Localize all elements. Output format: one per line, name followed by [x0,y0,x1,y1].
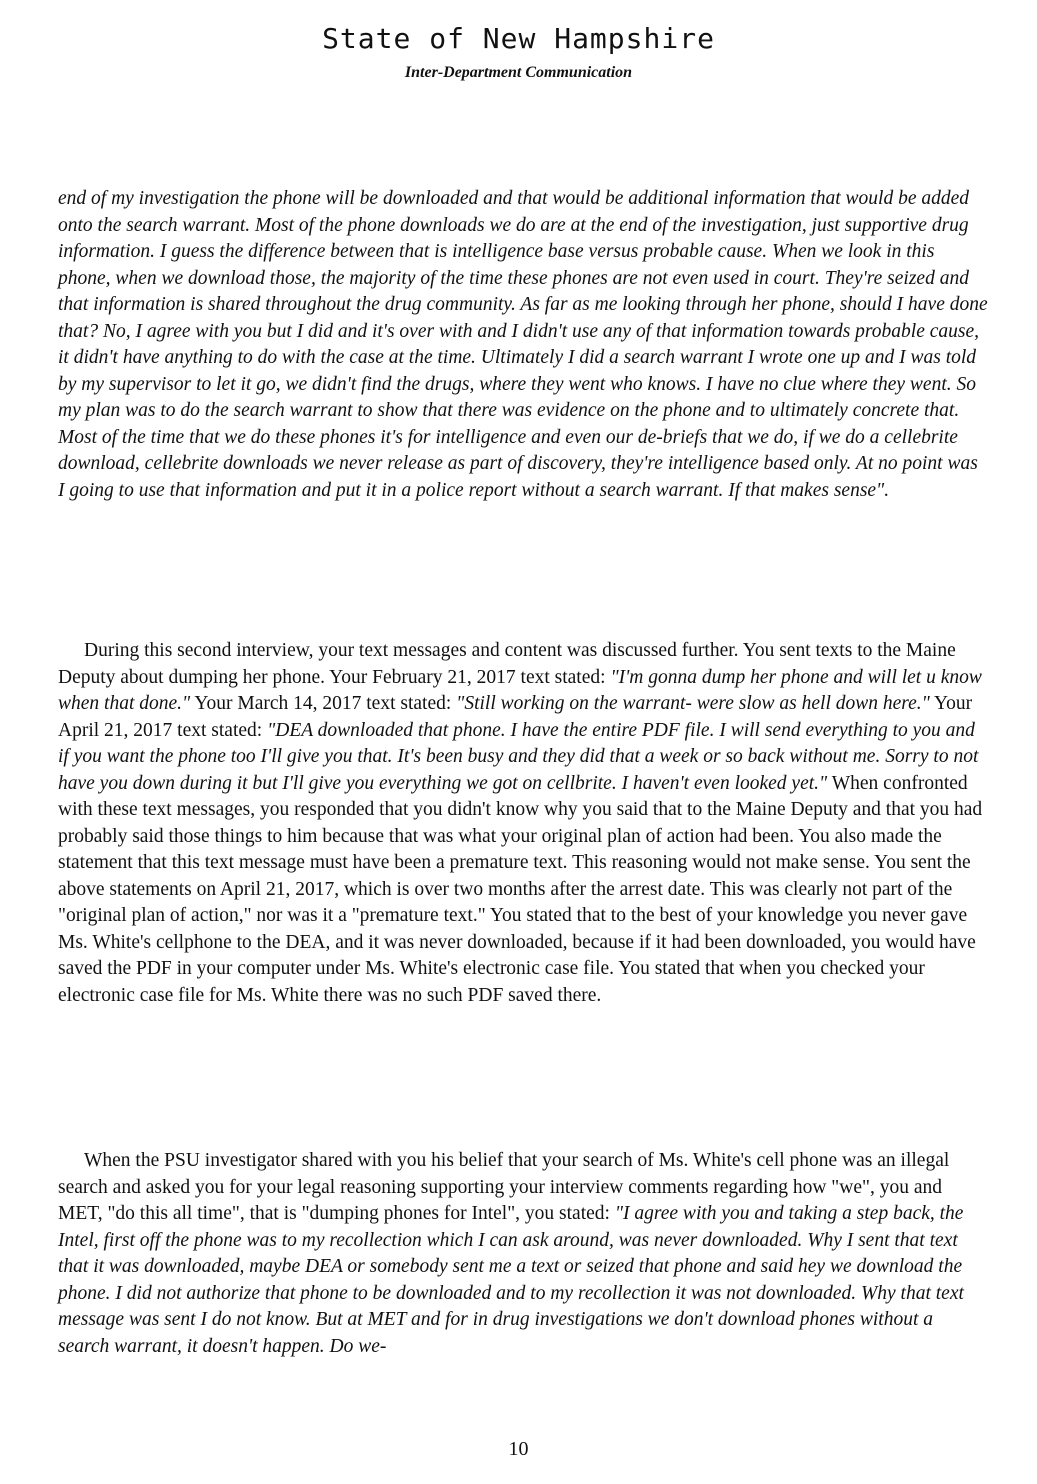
letterhead-subtitle: Inter-Department Communication [404,64,633,81]
paragraph-3-sentence-1: When the PSU investigator shared with you his belief that your search of Ms. White's cell phone was an illegal search and asked you for your legal reasoning supporting your interview comments regarding how "we", you and MET, "do this all time", that is "dumping phones for Intel", you stated: [58,1150,950,1224]
paragraph-interview-quote [58,186,988,504]
paragraph-2-sentence-1: During this second interview, your text messages and content was discussed further. You sent texts to the Maine Deputy about dumping her phone. Your February 21, 2017 text stated: [58,640,956,688]
page-number: 10 [508,1438,529,1460]
paragraph-2-sentence-2: Your March 14, 2017 text stated: [190,693,457,714]
response-quote: "I agree with you and taking a step back, the Intel, first off the phone was to my recollection which I can ask around, was never downloaded. Why I sent that text that it was downloaded, maybe DEA or somebody sent me a text or seized that phone and said hey we download the phone. I did not authorize that phone to be downloaded and to my recollection it was not downloaded. Why that text message was sent I do not know. But at MET and for in drug investigations we don't download phones without a search warrant, it doesn't happen. Do we- [58,1203,964,1357]
paragraph-psu-investigator [58,1148,988,1360]
paragraph-2-sentence-4: When confronted with these text messages, you responded that you didn't know why you said that to the Maine Deputy and that you had probably said those things to him because that was what your original plan of action had been. You also made the statement that this text message must have been a premature text. This reasoning would not make sense. You sent the above statements on April 21, 2017, which is over two months after the arrest date. This was clearly not part of the "original plan of action," nor was it a "premature text." You stated that to the best of your knowledge you never gave Ms. White's cellphone to the DEA, and it was never downloaded, because if it had been downloaded, you would have saved the PDF in your computer under Ms. White's electronic case file. You stated that when you checked your electronic case file for Ms. White there was no such PDF saved there. [58,772,983,1006]
text-quote-mar-14: "Still working on the warrant- were slow as hell down here." [456,693,930,714]
paragraph-2-sentence-3: Your April 21, 2017 text stated: [58,693,973,741]
paragraph-second-interview [58,638,988,1009]
text-quote-feb-21: "I'm gonna dump her phone and will let u know when that done." [58,666,982,714]
text-quote-apr-21: "DEA downloaded that phone. I have the entire PDF file. I will send everything to you and if you want the phone too I'll give you that. It's been busy and they did that a week or so back without me. Sorry to not have you down during it but I'll give you everything we got on cellbrite. I haven't even looked yet." [58,719,979,794]
paragraph-1-text: end of my investigation the phone will be downloaded and that would be additional information that would be added onto the search warrant. Most of the phone downloads we do are at the end of the investigation, just supportive drug information. I guess the difference between that is intelligence base versus probable cause. When we look in this phone, when we download those, the majority of the time these phones are not even used in court. They're seized and that information is shared throughout the drug community. As far as me looking through her phone, should I have done that? No, I agree with you but I did and it's over with and I didn't use any of that information towards probable cause, it didn't have anything to do with the case at the time. Ultimately I did a search warrant I wrote one up and I was told by my supervisor to let it go, we didn't find the drugs, where they went who knows. I have no clue where they went. So my plan was to do the search warrant to show that there was evidence on the phone and to ultimately concrete that. Most of the time that we do these phones it's for intelligence and even our de-briefs that we do, if we do a cellebrite download, cellebrite downloads we never release as part of discovery, they're intelligence based only. At no point was I going to use that information and put it in a police report without a search warrant. If that makes sense". [58,188,988,501]
letterhead-title: State of New Hampshire [322,22,715,55]
